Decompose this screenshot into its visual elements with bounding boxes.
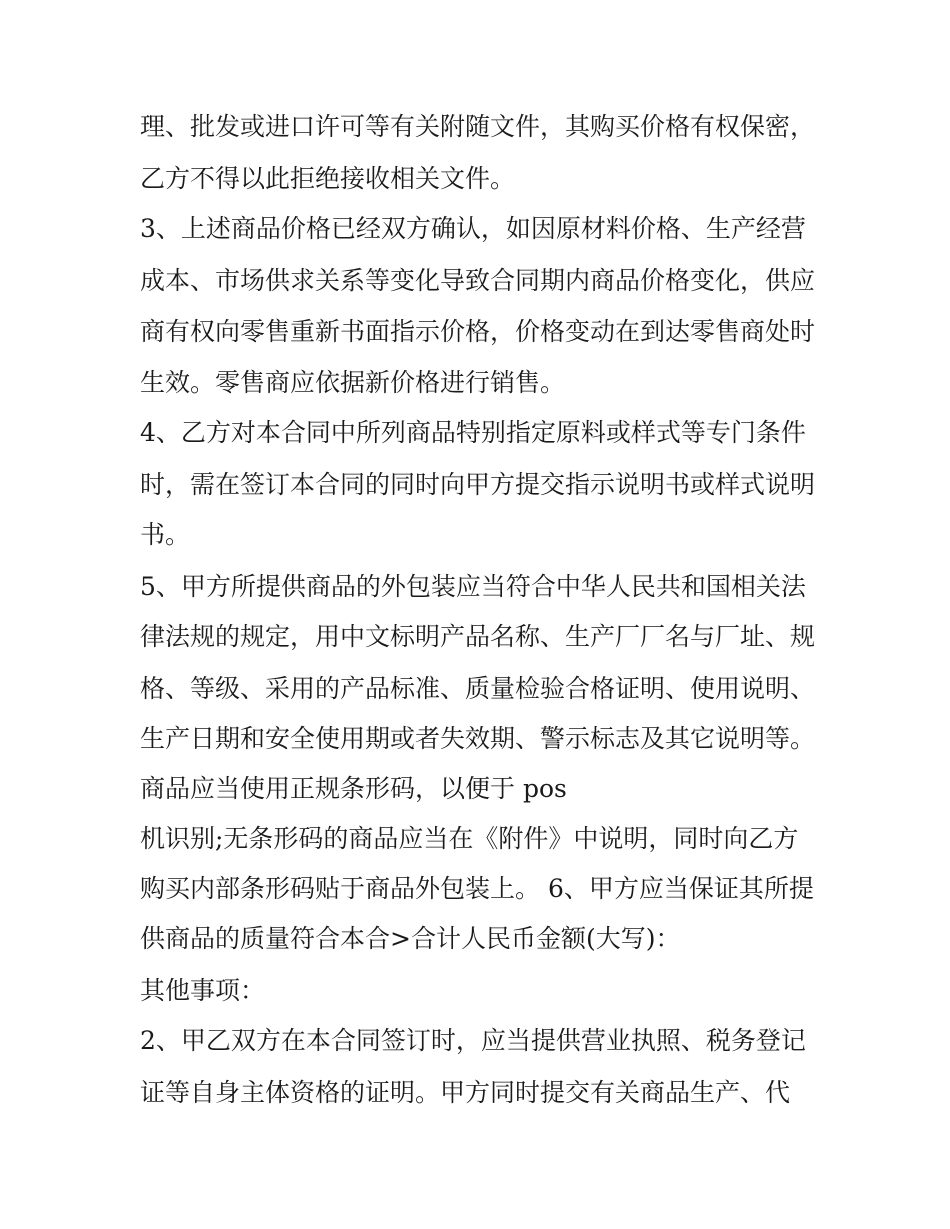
text-line: 商有权向零售重新书面指示价格，价格变动在到达零售商处时 [140,317,816,346]
text-line: 2、甲乙双方在本合同签订时，应当提供营业执照、税务登记 [140,1026,806,1055]
text-line: 4、乙方对本合同中所列商品特别指定原料或样式等专门条件 [140,418,806,447]
text-line: 购买内部条形码贴于商品外包装上。 6、甲方应当保证其所提 [140,874,814,903]
text-line: 律法规的规定，用中文标明产品名称、生产厂厂名与厂址、规 [140,622,816,651]
text-line: 3、上述商品价格已经双方确认，如因原材料价格、生产经营 [140,214,806,243]
text-line: 书。 [140,520,191,549]
text-line: 生产日期和安全使用期或者失效期、警示标志及其它说明等。 [140,724,816,753]
text-line: 时，需在签订本合同的同时向甲方提交指示说明书或样式说明 [140,470,816,499]
text-line: 5、甲方所提供商品的外包装应当符合中华人民共和国相关法 [140,572,806,601]
text-line: 乙方不得以此拒绝接收相关文件。 [140,164,516,193]
text-line: 其他事项： [140,976,266,1005]
text-line: 格、等级、采用的产品标准、质量检验合格证明、使用说明、 [140,674,816,703]
text-line: 生效。零售商应依据新价格进行销售。 [140,368,566,397]
text-line: 证等自身主体资格的证明。甲方同时提交有关商品生产、代 [140,1078,791,1107]
text-line: 机识别;无条形码的商品应当在《附件》中说明，同时向乙方 [140,824,799,853]
text-line: 理、批发或进口许可等有关附随文件，其购买价格有权保密， [140,112,816,141]
text-line: 成本、市场供求关系等变化导致合同期内商品价格变化，供应 [140,266,816,295]
text-line: 供商品的质量符合本合>合计人民币金额(大写)： [140,924,681,953]
text-line: 商品应当使用正规条形码，以便于 pos [140,774,567,803]
